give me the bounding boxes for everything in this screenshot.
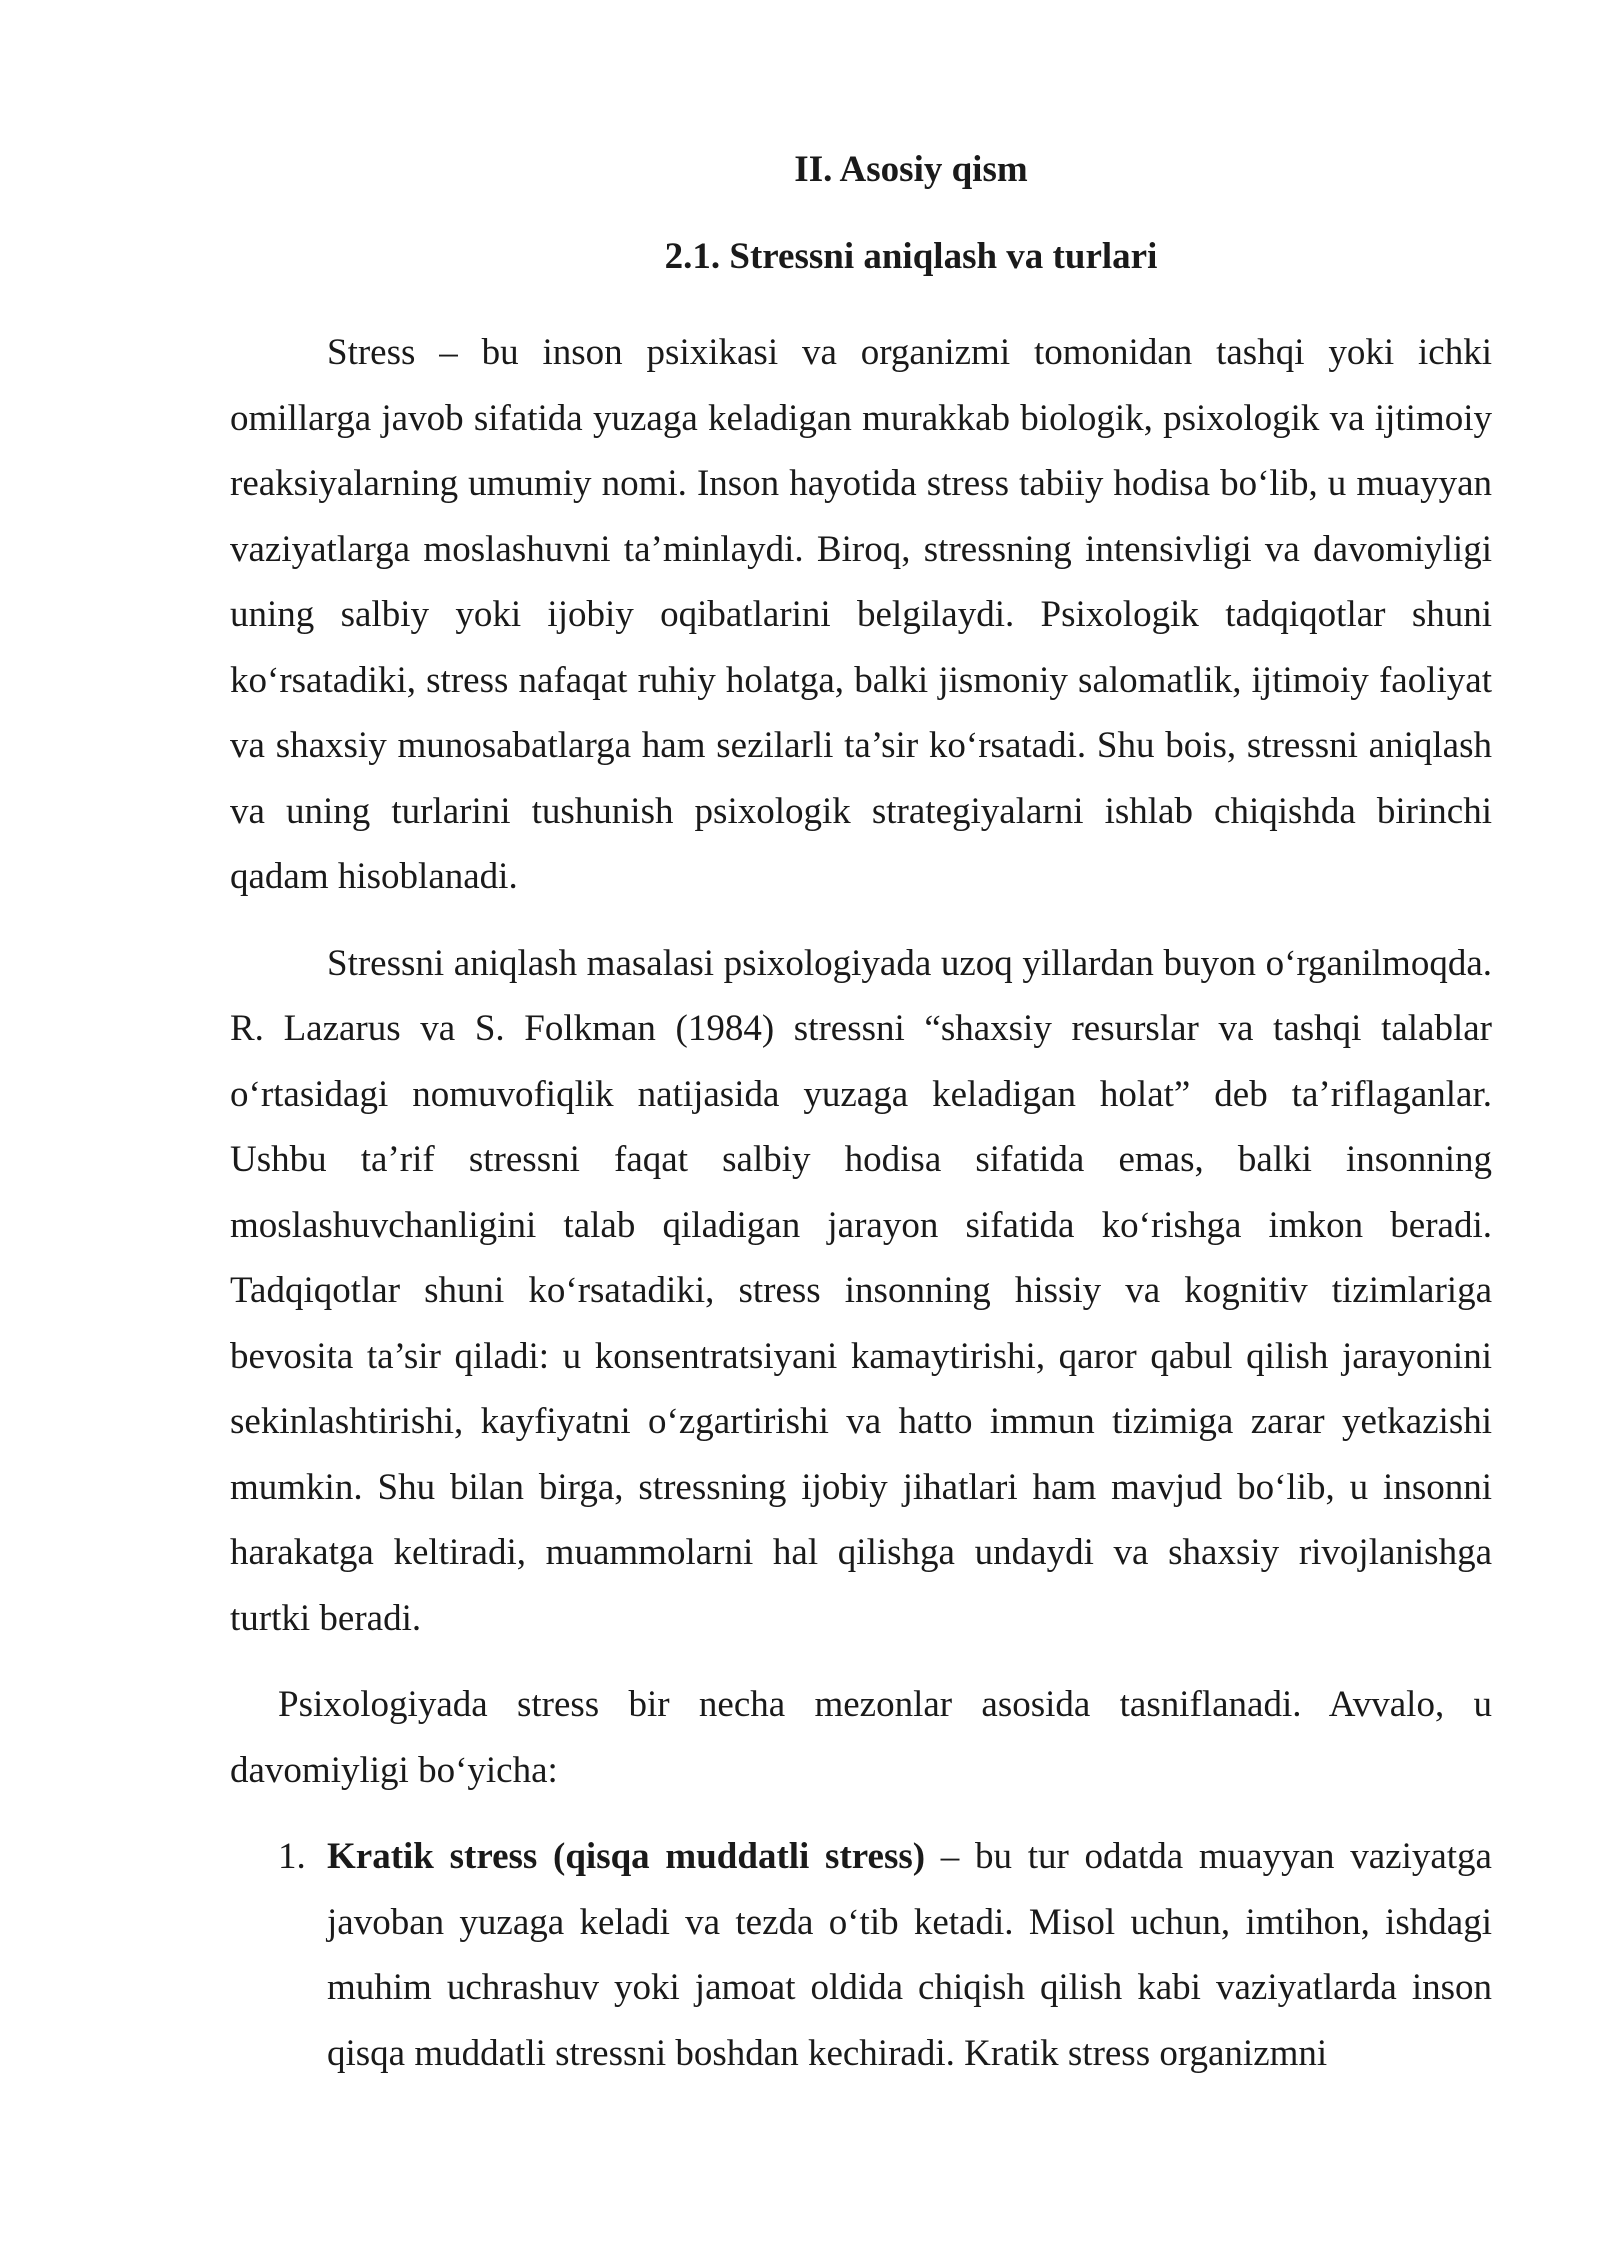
list-item-number: 1. [278,1836,306,1877]
section-title: II. Asosiy qism [794,149,1028,190]
list-item [230,1824,1492,2086]
paragraph-lazarus-folkman: Stressni aniqlash masalasi psixologiyada uzoq yillardan buyon o‘rganilmoqda. R. Lazarus va S. Folkman (1984) stressni “shaxsiy resurslar va tashqi talablar o‘rtasidagi nomuvofiqlik natijasida yuzaga keladigan holat” deb ta’riflaganlar. Ushbu ta’rif stressni faqat salbiy hodisa sifatida emas, balki insonning moslashuvchanligini talab qiladigan jarayon sifatida ko‘rishga imkon beradi. Tadqiqotlar shuni ko‘rsatadiki, stress insonning hissiy va kognitiv tizimlariga bevosita ta’sir qiladi: u konsentratsiyani kamaytirishi, qaror qabul qilish jarayonini sekinlashtirishi, kayfiyatni o‘zgartirishi va hatto immun tizimiga zarar yetkazishi mumkin. Shu bilan birga, stressning ijobiy jihatlari ham mavjud bo‘lib, u insonni harakatga keltiradi, muammolarni hal qilishga undaydi va shaxsiy rivojlanishga turtki beradi. [230,942,1492,1639]
list-item-description: – bu tur odatda muayyan vaziyatga javoban yuzaga keladi va tezda o‘tib ketadi. Misol uchun, imtihon, ishdagi muhim uchrashuv yoki jamoat oldida chiqish qilish kabi vaziyatlarda inson qisqa muddatli stressni boshdan kechiradi. Kratik stress organizmni [327,1836,1492,2074]
stress-types-list [230,1824,1492,2086]
list-item-text [327,1824,1492,2086]
paragraph-definition: Stress – bu inson psixikasi va organizmi tomonidan tashqi yoki ichki omillarga javob sifatida yuzaga keladigan murakkab biologik, psixologik va ijtimoiy reaksiyalarning umumiy nomi. Inson hayotida stress tabiiy hodisa bo‘lib, u muayyan vaziyatlarga moslashuvni ta’minlaydi. Biroq, stressning intensivligi va davomiyligi uning salbiy yoki ijobiy oqibatlarini belgilaydi. Psixologik tadqiqotlar shuni ko‘rsatadiki, stress nafaqat ruhiy holatga, balki jismoniy salomatlik, ijtimoiy faoliyat va shaxsiy munosabatlarga ham sezilarli ta’sir ko‘rsatadi. Shu bois, stressni aniqlash va uning turlarini tushunish psixologik strategiyalarni ishlab chiqishda birinchi qadam hisoblanadi. [230,332,1492,897]
paragraph-classification: Psixologiyada stress bir necha mezonlar asosida tasniflanadi. Avvalo, u davomiyligi bo‘yicha: [230,1684,1492,1791]
document-page [230,148,1492,2086]
subsection-title: 2.1. Stressni aniqlash va turlari [664,236,1158,277]
list-item-term: Kratik stress (qisqa muddatli stress) [327,1836,926,1877]
